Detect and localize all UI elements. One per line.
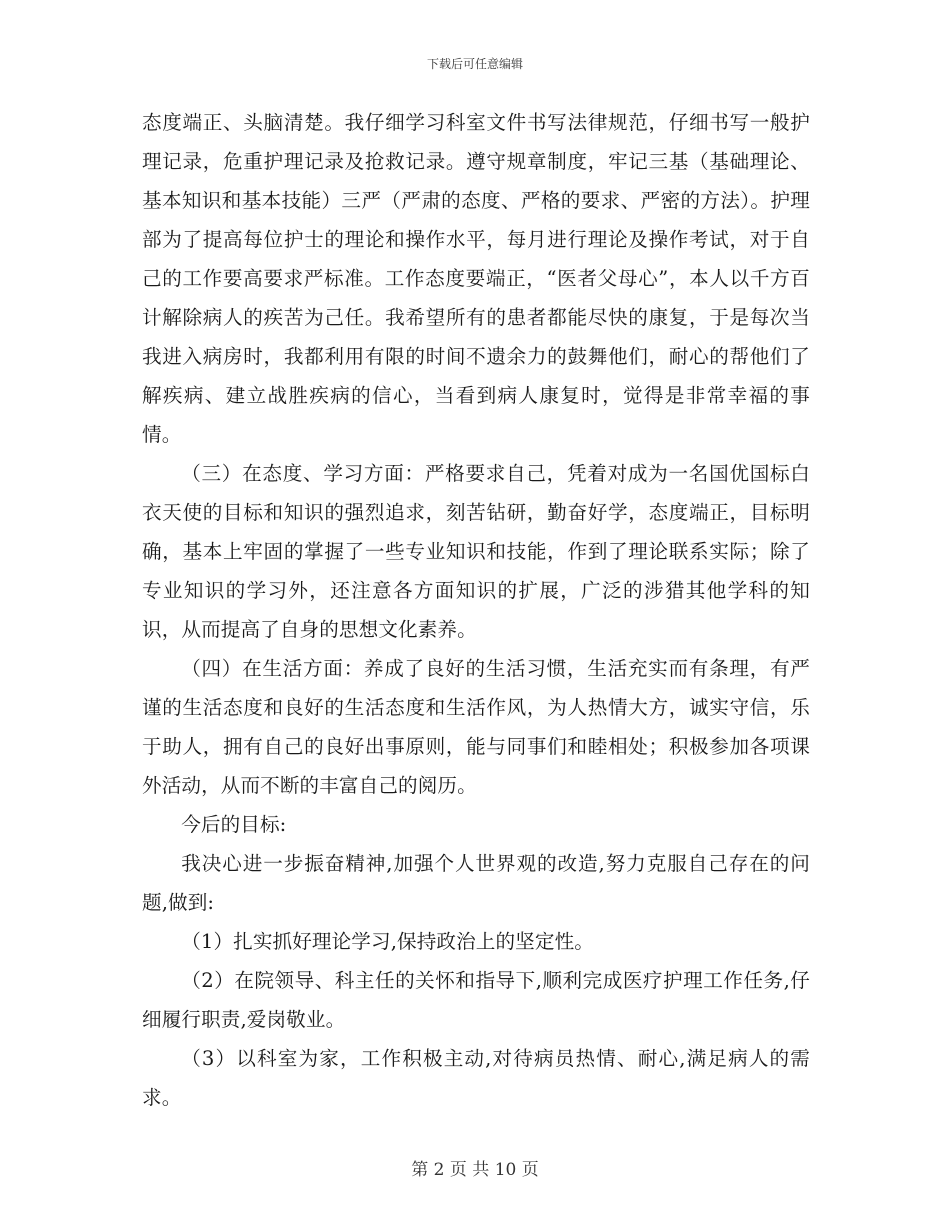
page-header: 下载后可任意编辑 [426, 57, 523, 71]
goal-item-3: （3）以科室为家，工作积极主动,对待病员热情、耐心,满足病人的需求。 [142, 1047, 810, 1109]
page-number-footer: 第 2 页 共 10 页 [411, 1160, 539, 1180]
goal-item-2: （2）在院领导、科主任的关怀和指导下,顺利完成医疗护理工作任务,仔细履行职责,爱岗敬业。 [142, 969, 810, 1031]
paragraph-attitude-study: （三）在态度、学习方面：严格要求自己，凭着对成为一名国优国标白衣天使的目标和知识的强烈追求，刻苦钻研，勤奋好学，态度端正，目标明确，基本上牢固的掌握了一些专业知识和技能，作到了理论联系实际；除了专业知识的学习外，还注意各方面知识的扩展，广泛的涉猎其他学科的知识，从而提高了自身的思想文化素养。 [142, 462, 810, 641]
paragraph-goals-intro: 我决心进一步振奋精神,加强个人世界观的改造,努力克服自己存在的问题,做到: [142, 852, 810, 914]
paragraph-goals-heading: 今后的目标: [181, 813, 287, 836]
goal-item-1: （1）扎实抓好理论学习,保持政治上的坚定性。 [181, 930, 594, 953]
paragraph-life: （四）在生活方面：养成了良好的生活习惯，生活充实而有条理，有严谨的生活态度和良好的生活态度和生活作风，为人热情大方，诚实守信，乐于助人，拥有自己的良好出事原则，能与同事们和睦相处；积极参加各项课外活动，从而不断的丰富自己的阅历。 [142, 657, 810, 797]
document-body [142, 103, 810, 1117]
paragraph-1: 态度端正、头脑清楚。我仔细学习科室文件书写法律规范，仔细书写一般护理记录，危重护理记录及抢救记录。遵守规章制度，牢记三基（基础理论、基本知识和基本技能）三严（严肃的态度、严格的要求、严密的方法）。护理部为了提高每位护士的理论和操作水平，每月进行理论及操作考试，对于自己的工作要高要求严标准。工作态度要端正，“医者父母心”，本人以千方百计解除病人的疾苦为己任。我希望所有的患者都能尽快的康复，于是每次当我进入病房时，我都利用有限的时间不遗余力的鼓舞他们，耐心的帮他们了解疾病、建立战胜疾病的信心，当看到病人康复时，觉得是非常幸福的事情。 [142, 111, 810, 446]
